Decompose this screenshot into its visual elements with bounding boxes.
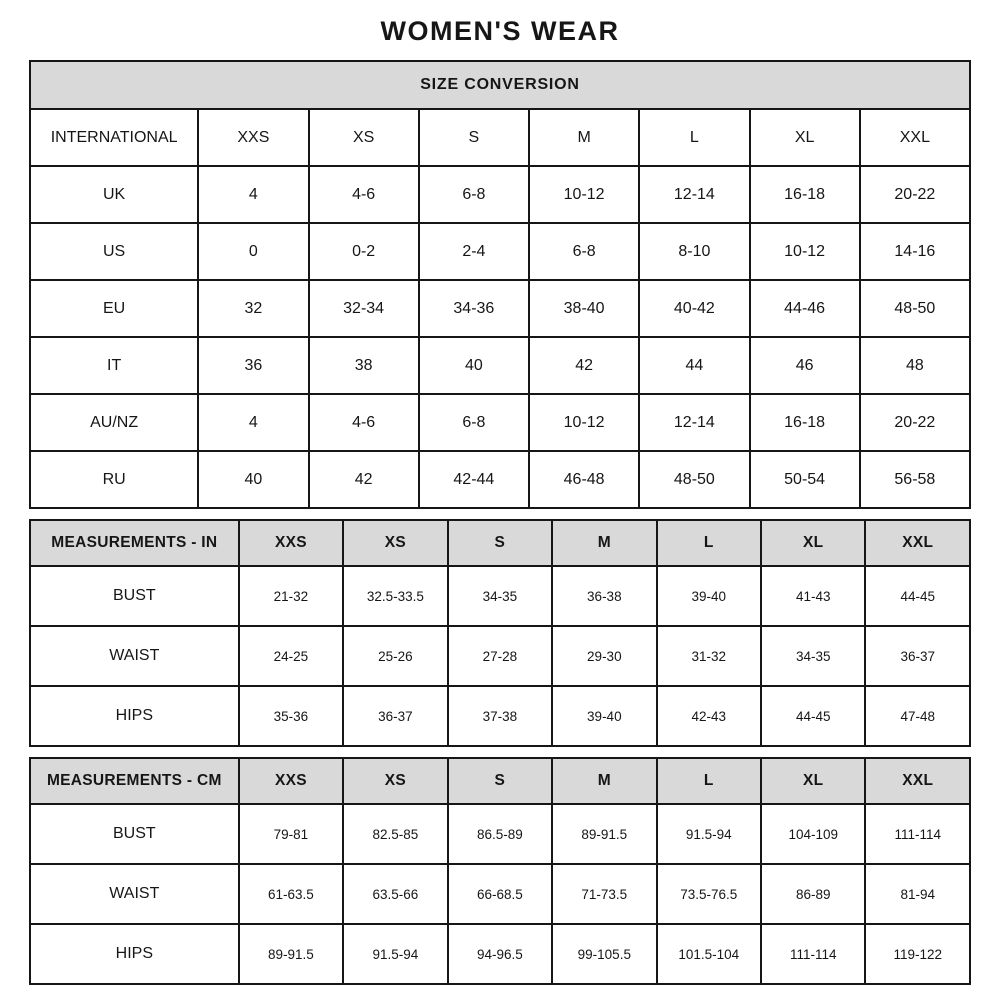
table-cell: 81-94 bbox=[865, 864, 970, 924]
size-header: M bbox=[552, 520, 656, 566]
table-cell: 2-4 bbox=[419, 223, 529, 280]
size-conversion-title: SIZE CONVERSION bbox=[30, 61, 970, 109]
table-cell: 63.5-66 bbox=[343, 864, 447, 924]
size-header: XS bbox=[343, 758, 447, 804]
table-cell: 16-18 bbox=[750, 166, 860, 223]
table-cell: 47-48 bbox=[865, 686, 970, 746]
table-cell: 48-50 bbox=[860, 280, 970, 337]
size-header: XXL bbox=[865, 758, 970, 804]
measurements-cm-title: MEASUREMENTS - CM bbox=[30, 758, 239, 804]
row-label: HIPS bbox=[30, 686, 239, 746]
table-cell: 48-50 bbox=[639, 451, 749, 508]
table-cell: 111-114 bbox=[865, 804, 970, 864]
measurements-cm-header-row bbox=[30, 758, 970, 804]
table-cell: 39-40 bbox=[657, 566, 761, 626]
table-cell: 38-40 bbox=[529, 280, 639, 337]
table-cell: 44-45 bbox=[865, 566, 970, 626]
table-row bbox=[30, 626, 970, 686]
table-cell: 37-38 bbox=[448, 686, 552, 746]
table-cell: 66-68.5 bbox=[448, 864, 552, 924]
page-title: WOMEN'S WEAR bbox=[380, 16, 620, 46]
table-cell: 25-26 bbox=[343, 626, 447, 686]
table-cell: XXS bbox=[198, 109, 308, 166]
table-row bbox=[30, 280, 970, 337]
row-label: WAIST bbox=[30, 864, 239, 924]
table-cell: 40 bbox=[419, 337, 529, 394]
table-cell: 34-36 bbox=[419, 280, 529, 337]
size-conversion-banner-row bbox=[30, 61, 970, 109]
table-cell: 6-8 bbox=[419, 394, 529, 451]
table-cell: 111-114 bbox=[761, 924, 865, 984]
table-row bbox=[30, 864, 970, 924]
table-cell: 34-35 bbox=[448, 566, 552, 626]
table-cell: 32 bbox=[198, 280, 308, 337]
table-row bbox=[30, 109, 970, 166]
row-label: RU bbox=[30, 451, 198, 508]
table-cell: 61-63.5 bbox=[239, 864, 343, 924]
size-header: XS bbox=[343, 520, 447, 566]
table-cell: 71-73.5 bbox=[552, 864, 656, 924]
row-label: WAIST bbox=[30, 626, 239, 686]
table-cell: 86.5-89 bbox=[448, 804, 552, 864]
table-cell: 73.5-76.5 bbox=[657, 864, 761, 924]
size-header: XL bbox=[761, 758, 865, 804]
size-header: M bbox=[552, 758, 656, 804]
table-row bbox=[30, 337, 970, 394]
table-cell: 94-96.5 bbox=[448, 924, 552, 984]
table-cell: 36-37 bbox=[865, 626, 970, 686]
row-label: EU bbox=[30, 280, 198, 337]
table-cell: 101.5-104 bbox=[657, 924, 761, 984]
table-cell: 89-91.5 bbox=[239, 924, 343, 984]
row-label: IT bbox=[30, 337, 198, 394]
table-cell: 40-42 bbox=[639, 280, 749, 337]
table-cell: 42 bbox=[529, 337, 639, 394]
table-cell: 36 bbox=[198, 337, 308, 394]
table-cell: 42 bbox=[309, 451, 419, 508]
table-cell: 36-38 bbox=[552, 566, 656, 626]
table-row bbox=[30, 166, 970, 223]
table-cell: 29-30 bbox=[552, 626, 656, 686]
table-cell: 34-35 bbox=[761, 626, 865, 686]
table-cell: 56-58 bbox=[860, 451, 970, 508]
table-row bbox=[30, 451, 970, 508]
table-cell: 36-37 bbox=[343, 686, 447, 746]
size-header: S bbox=[448, 520, 552, 566]
table-cell: 82.5-85 bbox=[343, 804, 447, 864]
table-cell: 39-40 bbox=[552, 686, 656, 746]
table-cell: 4 bbox=[198, 394, 308, 451]
row-label: AU/NZ bbox=[30, 394, 198, 451]
size-header: XXS bbox=[239, 520, 343, 566]
table-cell: M bbox=[529, 109, 639, 166]
measurements-cm-table bbox=[29, 757, 971, 985]
row-label: UK bbox=[30, 166, 198, 223]
table-cell: 12-14 bbox=[639, 394, 749, 451]
table-cell: 16-18 bbox=[750, 394, 860, 451]
table-cell: 44-45 bbox=[761, 686, 865, 746]
table-cell: 89-91.5 bbox=[552, 804, 656, 864]
table-cell: 4-6 bbox=[309, 394, 419, 451]
table-row bbox=[30, 223, 970, 280]
table-cell: 31-32 bbox=[657, 626, 761, 686]
table-row bbox=[30, 394, 970, 451]
table-cell: 20-22 bbox=[860, 166, 970, 223]
table-cell: 32-34 bbox=[309, 280, 419, 337]
table-row bbox=[30, 566, 970, 626]
table-cell: 38 bbox=[309, 337, 419, 394]
table-row bbox=[30, 804, 970, 864]
table-cell: 91.5-94 bbox=[343, 924, 447, 984]
table-cell: 12-14 bbox=[639, 166, 749, 223]
table-cell: 4-6 bbox=[309, 166, 419, 223]
table-cell: 27-28 bbox=[448, 626, 552, 686]
measurements-in-header-row bbox=[30, 520, 970, 566]
table-cell: 99-105.5 bbox=[552, 924, 656, 984]
table-cell: XXL bbox=[860, 109, 970, 166]
table-cell: 10-12 bbox=[529, 166, 639, 223]
row-label: BUST bbox=[30, 804, 239, 864]
table-cell: 44-46 bbox=[750, 280, 860, 337]
table-cell: 44 bbox=[639, 337, 749, 394]
table-cell: 6-8 bbox=[529, 223, 639, 280]
table-cell: 24-25 bbox=[239, 626, 343, 686]
size-header: XL bbox=[761, 520, 865, 566]
size-header: L bbox=[657, 520, 761, 566]
size-header: XXL bbox=[865, 520, 970, 566]
measurements-in-title: MEASUREMENTS - IN bbox=[30, 520, 239, 566]
table-row bbox=[30, 924, 970, 984]
row-label: BUST bbox=[30, 566, 239, 626]
row-label: INTERNATIONAL bbox=[30, 109, 198, 166]
table-cell: 21-32 bbox=[239, 566, 343, 626]
table-cell: 119-122 bbox=[865, 924, 970, 984]
table-cell: 46 bbox=[750, 337, 860, 394]
table-cell: 6-8 bbox=[419, 166, 529, 223]
size-header: XXS bbox=[239, 758, 343, 804]
size-header: S bbox=[448, 758, 552, 804]
size-header: L bbox=[657, 758, 761, 804]
table-cell: 8-10 bbox=[639, 223, 749, 280]
measurements-in-table bbox=[29, 519, 971, 747]
table-cell: L bbox=[639, 109, 749, 166]
table-cell: 79-81 bbox=[239, 804, 343, 864]
table-row bbox=[30, 686, 970, 746]
table-cell: 50-54 bbox=[750, 451, 860, 508]
table-cell: 14-16 bbox=[860, 223, 970, 280]
row-label: US bbox=[30, 223, 198, 280]
size-conversion-table bbox=[29, 60, 971, 509]
table-cell: 42-44 bbox=[419, 451, 529, 508]
table-cell: 10-12 bbox=[529, 394, 639, 451]
table-cell: 46-48 bbox=[529, 451, 639, 508]
table-cell: 0 bbox=[198, 223, 308, 280]
table-cell: 42-43 bbox=[657, 686, 761, 746]
row-label: HIPS bbox=[30, 924, 239, 984]
table-cell: 104-109 bbox=[761, 804, 865, 864]
table-cell: 91.5-94 bbox=[657, 804, 761, 864]
table-cell: 20-22 bbox=[860, 394, 970, 451]
table-cell: 86-89 bbox=[761, 864, 865, 924]
table-cell: 4 bbox=[198, 166, 308, 223]
table-cell: S bbox=[419, 109, 529, 166]
table-cell: 35-36 bbox=[239, 686, 343, 746]
table-cell: XS bbox=[309, 109, 419, 166]
table-cell: 40 bbox=[198, 451, 308, 508]
table-cell: XL bbox=[750, 109, 860, 166]
table-cell: 41-43 bbox=[761, 566, 865, 626]
table-cell: 0-2 bbox=[309, 223, 419, 280]
table-cell: 32.5-33.5 bbox=[343, 566, 447, 626]
table-cell: 10-12 bbox=[750, 223, 860, 280]
table-cell: 48 bbox=[860, 337, 970, 394]
